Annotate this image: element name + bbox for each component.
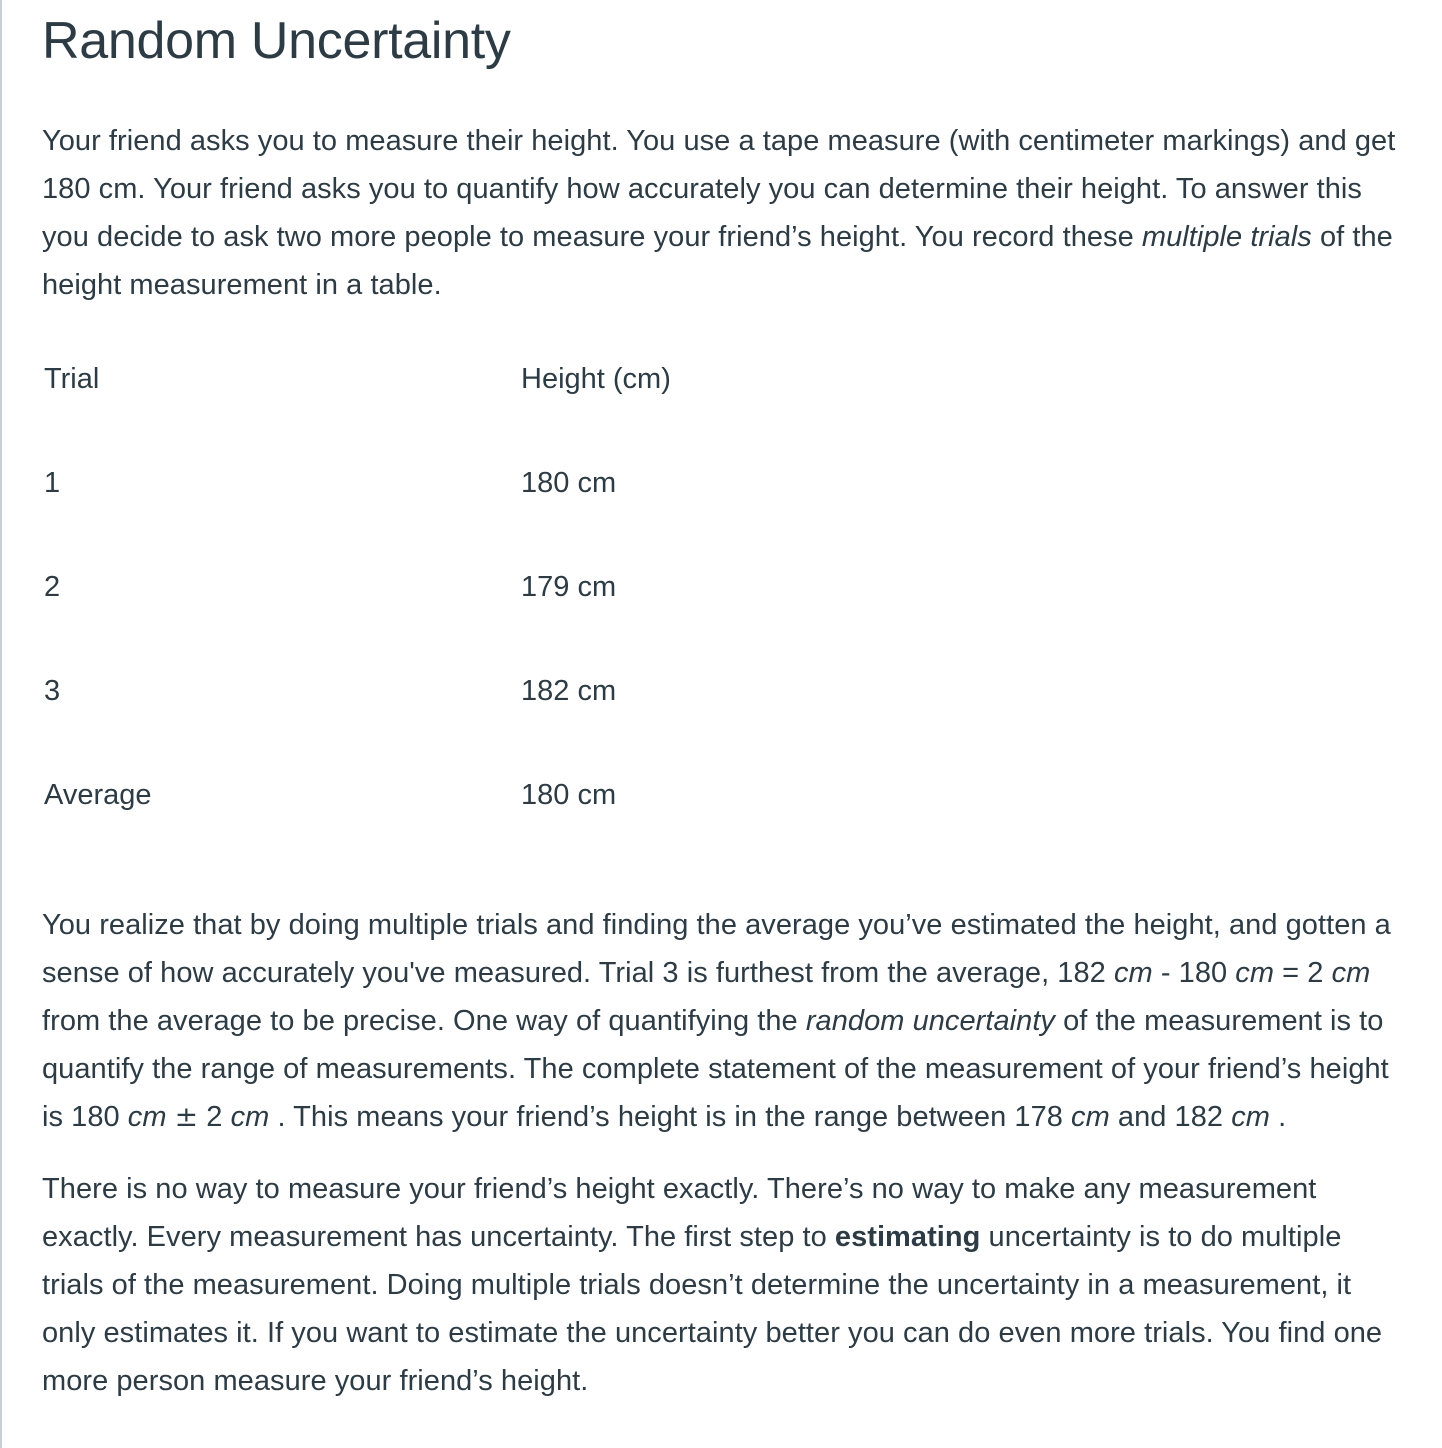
height-cell: 182 cm [521,675,617,707]
unit: cm [1113,957,1153,989]
intro-paragraph [42,117,1402,309]
text-run: and 182 [1109,1101,1232,1133]
text-run: 2 [198,1101,231,1133]
height-cell: 180 cm [521,467,617,499]
unit: cm [1331,957,1371,989]
intro-emphasis: multiple trials [1141,221,1312,253]
random-uncertainty-term: random uncertainty [805,1005,1055,1037]
page-content [42,0,1402,1405]
trial-cell: 1 [44,467,61,499]
average-value-cell: 180 cm [521,779,617,811]
trial-cell: 2 [44,571,61,603]
text-run: You realize that by doing multiple trials and finding the average you’ve estimated the height, and gotten a sense of how accurately you've measured. Trial 3 is furthest from the average, 182 [42,909,1391,989]
unit: cm [1231,1101,1270,1133]
height-cell: 179 cm [521,571,617,603]
unit: cm [230,1101,270,1133]
column-header-height: Height (cm) [521,363,671,395]
table-row [44,459,921,563]
text-run: = 2 [1274,957,1332,989]
intro-text-end: of the height measurement in a table. [42,221,1393,301]
page-title: Random Uncertainty [42,12,511,70]
unit: cm [1235,957,1275,989]
text-run: . This means your friend’s height is in the range between 178 [269,1101,1072,1133]
trial-cell: 3 [44,675,61,707]
table-row-average [44,771,921,875]
text-run: from the average to be precise. One way of quantifying the [42,1005,806,1037]
text-run: uncertainty is to do multiple trials of the measurement. Doing multiple trials doesn’t determine the uncertainty in a measurement, it only estimates it. If you want to estimate the uncertainty better you can do even more trials. You find one more person measure your friend’s height. [42,1221,1383,1397]
table-header-row [44,355,921,459]
text-run: of the measurement is to quantify the range of measurements. The complete statement of the measurement of your friend’s height is 180 [42,1005,1389,1133]
text-run: . [1269,1101,1287,1133]
table-row [44,667,921,771]
unit: cm [1071,1101,1110,1133]
text-run: - 180 [1152,957,1236,989]
explanation-paragraph [42,901,1402,1141]
table-row [44,563,921,667]
intro-text: Your friend asks you to measure their height. You use a tape measure (with centimeter markings) and get 180 cm. Your friend asks you to quantify how accurately you can determine their height. To answer this you decide to ask two more people to measure your friend’s height. You record these [42,125,1396,253]
average-label-cell: Average [44,779,152,811]
plus-minus-symbol: ± [174,1100,199,1133]
unit: cm [127,1101,167,1133]
conclusion-paragraph [42,1165,1402,1405]
column-header-trial: Trial [44,363,100,395]
trials-table [44,355,921,875]
text-run: There is no way to measure your friend’s height exactly. There’s no way to make any measurement exactly. Every measurement has uncertainty. The first step to [42,1173,1317,1253]
bold-term-estimating: estimating [834,1221,981,1253]
